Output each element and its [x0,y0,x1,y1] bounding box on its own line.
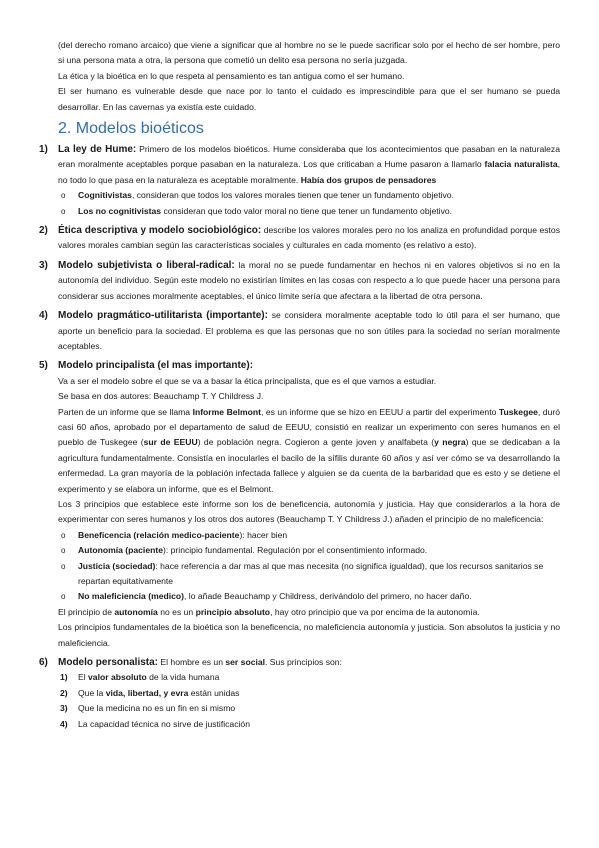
model-6-number: 6) [39,657,48,669]
list-item [58,528,560,543]
model-1 [39,142,560,219]
list-item [58,188,560,203]
list-item [58,589,560,604]
model-5-autonomy-paragraph [58,605,560,620]
text: , es un informe que se hizo en EEUU a partir del experimento [260,406,499,417]
text: Que la medicina no es un fin en si mismo [78,703,236,714]
bullet-text: ): hacer bien [239,529,288,540]
bold-text: Tuskegee [498,406,538,417]
bullet-circle-icon: o [61,561,66,571]
model-2-number: 2) [39,225,48,237]
text: de la vida humana [146,672,220,683]
model-5-title-line [58,358,560,373]
bullet-text: , consideran que todos los valores morales tienen que tener un fundamento objetivo. [131,190,454,201]
list-number: 3) [60,703,68,714]
text: no es un [157,606,196,617]
bullet-text: : hace referencia a dar mas al que mas necesita (no significa igualdad), que los recursos sanitarios se repartan equitativamente [78,560,544,586]
model-1-bold-b: Había dos grupos de pensadores [300,174,437,185]
bullet-text: consideran que todo valor moral no tiene que tener un fundamento objetivo. [161,205,453,216]
text: Que la [78,687,106,698]
model-5-number: 5) [39,360,48,372]
model-3-title: Modelo subjetivista o liberal-radical: [58,259,235,271]
model-3-text: la moral no se puede fundamentar en hechos ni en valores objetivos si no en la autonomía del individuo. Según este modelo no existirían límites en las cosas con respecto a lo que puede hacer una persona para considerar sus acciones moralmente aceptables, el único límite sería que afectara a la libertad de otra persona. [58,259,560,301]
list-item [58,717,560,732]
bullet-circle-icon: o [61,206,66,216]
model-2-body [58,223,560,254]
bullet-bold: No maleficiencia (medico) [78,591,185,602]
bold-text: valor absoluto [88,672,147,683]
bold-text: y negra [434,437,466,448]
model-5-line-1: Va a ser el modelo sobre el que se va a basar la ética principalista, que es el que vamos a estudiar. [58,375,437,386]
model-1-text-b: , no todo lo que pasa en la naturaleza es aceptable moralmente. [58,159,560,185]
list-item [58,686,560,701]
bold-text: vida, libertad, y evra [105,687,189,698]
model-1-bold-a: falacia naturalista [484,159,558,170]
model-5 [39,358,560,651]
intro-paragraph-3: El ser humano es vulnerable desde que nace por lo tanto el cuidado es imprescindible para que el ser humano se pueda desarrollar. En las cavernas ya existía este cuidado. [58,86,560,112]
document-page [39,38,560,732]
text: . Sus principios son: [265,657,342,668]
text: ) que se dedicaban a la agricultura fundamentalmente. Consistía en inocularles el bacilo de la sífilis durante 60 años y así ver cómo se va desarrollando la enfermedad. La gran mayoría de la población infectada fallece y alguien se da cuenta de la barbaridad que es esto y se detiene el experimento y se elabora un informe, que es el Belmont. [58,437,560,494]
list-number: 2) [60,687,68,698]
model-4-text: se considera moralmente aceptable todo lo útil para el ser humano, que aporte un beneficio para la sociedad. El problema es que las personas que no son útiles para la sociedad no serían moralmente aceptables. [58,310,560,351]
text: Parten de un informe que se llama [58,406,193,417]
list-item [58,204,560,219]
model-1-text-a: Primero de los modelos bioéticos. Hume consideraba que los acontecimientos que pasaban en la naturaleza eran moralmente aceptables porque pasaban en la naturaleza. Los que criticaban a Hume pasaron a llamarlo [58,144,560,170]
bullet-bold: Autonomía (paciente [78,545,163,556]
bullet-bold: Los no cognitivistas [78,205,162,216]
bold-text: sur de EEUU [143,437,198,448]
bullet-text: ): principio fundamental. Regulación por el consentimiento informado. [163,545,428,556]
model-6-body [58,655,560,670]
model-4-number: 4) [39,310,48,322]
model-4 [39,308,560,354]
list-item [58,543,560,558]
model-5-principles-paragraph: Los 3 principios que establece este informe son los de beneficencia, autonomía y justicia. Hay que considerarlos a la hora de experimentar con seres humanos y los otros dos autores (Beauchamp T. Y Childress J.) añaden el principio de no maleficencia: [58,498,560,525]
text: , duró casi 60 años, aprobado por el departamento de salud de EEUU, consistió en realizar un experimento con seres humanos en el pueblo de Tuskegee ( [58,406,560,448]
bullet-circle-icon: o [61,592,66,602]
text: La capacidad técnica no sirve de justificación [78,718,250,729]
bold-text: principio absoluto [195,606,271,617]
bold-text: Informe Belmont [192,406,261,417]
intro-paragraph-1: (del derecho romano arcaico) que viene a significar que al hombre no se le puede sacrificar solo por el hecho de ser hombre, pero si una persona mata a otra, la persona que cometió un delito esa persona no sería juzgada. [58,40,560,66]
bullet-bold: Beneficencia (relación medico-paciente [78,529,240,540]
model-5-belmont-paragraph [58,405,560,497]
model-3-number: 3) [39,259,48,271]
bullet-circle-icon: o [61,546,66,556]
bullet-text: , lo añade Beauchamp y Childress, derivándolo del primero, no hacer daño. [184,591,472,602]
text: ) de población negra. Cogieron a gente joven y analfabeta ( [197,437,435,448]
model-2-text: describe los valores morales pero no los analiza en profundidad porque estos valores morales cambian según las características sociales y culturales en cada momento (es relativo a esto). [58,225,560,251]
bullet-bold: Justicia (sociedad) [78,560,156,571]
model-3-body [58,258,560,304]
model-4-body [58,308,560,354]
list-number: 4) [60,718,68,729]
bold-text: autonomía [114,606,158,617]
list-item [58,559,560,590]
text: están unidas [188,687,240,698]
list-number: 1) [60,672,68,683]
model-1-body [58,142,560,188]
bullet-bold: Cognitivistas [78,190,132,201]
model-4-title: Modelo pragmático-utilitarista (importante): [58,310,268,322]
text: El [78,672,89,683]
model-5-line-2: Se basa en dos autores: Beauchamp T. Y Childress J. [58,391,264,402]
bold-text: ser social [225,657,266,668]
model-5-fundamentals-paragraph: Los principios fundamentales de la bioética son la beneficencia, no maleficiencia autonomía y justicia. Son absolutos la justicia y no maleficiencia. [58,622,560,648]
model-6-title: Modelo personalista: [58,657,159,669]
bullet-circle-icon: o [61,191,66,201]
model-3 [39,258,560,304]
list-item [58,701,560,716]
bullet-circle-icon: o [61,530,66,540]
text: , hay otro principio que va por encima de la autonomía. [270,606,480,617]
model-2 [39,223,560,254]
model-5-title: Modelo principalista (el mas importante): [58,360,254,372]
model-1-title: La ley de Hume: [58,144,137,156]
text: El principio de [58,606,115,617]
model-6 [39,655,560,732]
model-2-title: Ética descriptiva y modelo sociobiológico: [58,225,262,237]
section-heading: 2. Modelos bioéticos [58,120,204,138]
list-item [58,670,560,685]
text: El hombre es un [158,657,226,668]
intro-paragraph-2: La ética y la bioética en lo que respeta al pensamiento es tan antigua como el ser humano. [58,70,405,81]
model-1-number: 1) [39,144,48,156]
